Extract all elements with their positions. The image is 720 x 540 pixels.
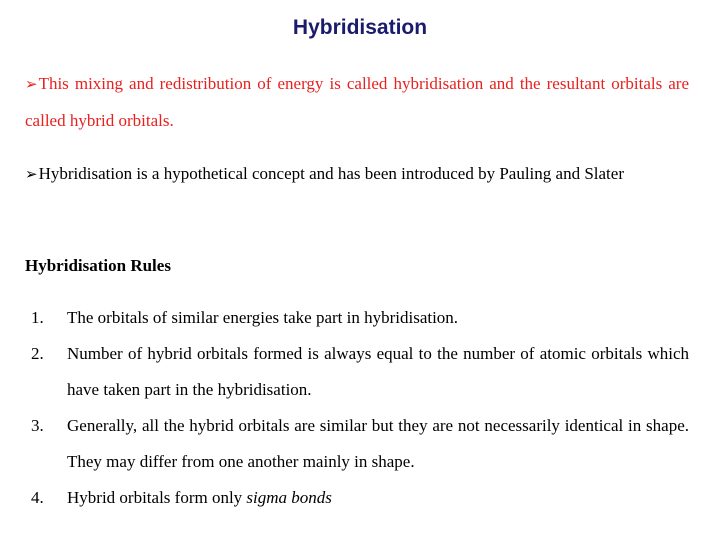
arrow-bullet-icon: ➢ xyxy=(25,77,38,93)
paragraph-hybridisation-concept xyxy=(25,156,689,193)
rule-text: The orbitals of similar energies take part in hybridisation. xyxy=(67,308,459,327)
list-item xyxy=(25,300,689,336)
rule-number: 3. xyxy=(31,416,44,435)
paragraph-text: This mixing and redistribution of energy is called hybridisation and the resultant orbitals are called hybrid orbitals. xyxy=(25,74,689,130)
rule-text: Number of hybrid orbitals formed is always equal to the number of atomic orbitals which have taken part in the hybridisation. xyxy=(67,344,689,399)
rules-heading: Hybridisation Rules xyxy=(25,256,171,275)
rule-text-emphasis: sigma bonds xyxy=(246,488,332,507)
list-item xyxy=(25,480,689,516)
list-item xyxy=(25,336,689,408)
rule-number: 1. xyxy=(31,308,44,327)
rules-list xyxy=(25,300,689,516)
list-item xyxy=(25,408,689,480)
page-title: Hybridisation xyxy=(292,16,428,39)
rule-number: 2. xyxy=(31,344,44,363)
rule-text-plain: Hybrid orbitals form only xyxy=(67,488,247,507)
paragraph-text: Hybridisation is a hypothetical concept and has been introduced by Pauling and Slater xyxy=(38,164,624,183)
rule-number: 4. xyxy=(31,488,44,507)
paragraph-hybridisation-definition xyxy=(25,66,689,139)
rule-text xyxy=(67,480,689,516)
arrow-bullet-icon: ➢ xyxy=(25,167,38,183)
rule-text: Generally, all the hybrid orbitals are similar but they are not necessarily identical in shape. They may differ from one another mainly in shape. xyxy=(67,416,689,471)
